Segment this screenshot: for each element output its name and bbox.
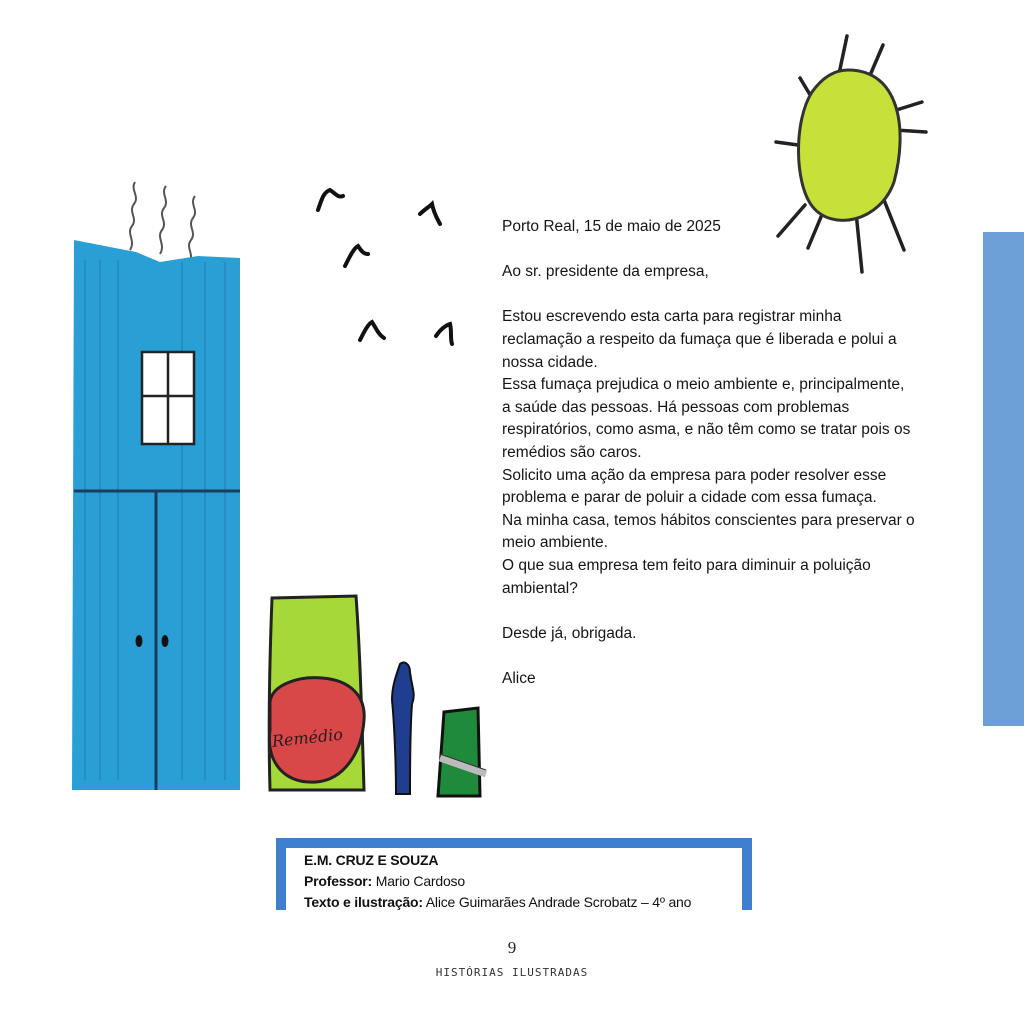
author-label: Texto e ilustração: xyxy=(304,894,423,910)
letter-line: problema e parar de poluir a cidade com essa fumaça. xyxy=(502,489,877,507)
letter-closing: Desde já, obrigada. xyxy=(502,624,637,642)
letter-line: nossa cidade. xyxy=(502,353,598,371)
letter-date: Porto Real, 15 de maio de 2025 xyxy=(502,218,721,235)
factory-building-drawing xyxy=(72,182,240,790)
page-number: 9 xyxy=(507,938,517,957)
author-name: Alice Guimarães Andrade Scrobatz – 4º ano xyxy=(425,894,692,910)
medicine-label-text: Remédio xyxy=(271,724,344,751)
letter-line: Essa fumaça prejudica o meio ambiente e, principalmente, xyxy=(502,376,905,394)
letter-body xyxy=(502,216,952,690)
letter-line: O que sua empresa tem feito para diminuir a poluição xyxy=(502,556,871,574)
letter-line: respiratórios, como asma, e não têm como se tratar pois os xyxy=(502,421,911,439)
letter-salutation: Ao sr. presidente da empresa, xyxy=(502,263,709,281)
letter-line: Estou escrevendo esta carta para registrar minha xyxy=(502,308,842,326)
letter-line: meio ambiente. xyxy=(502,534,608,552)
teacher-name: Mario Cardoso xyxy=(375,873,465,889)
letter-line: ambiental? xyxy=(502,579,578,597)
credits-box xyxy=(276,838,752,910)
teacher-label: Professor: xyxy=(304,873,373,889)
birds-drawing xyxy=(318,190,452,344)
letter-line: Na minha casa, temos hábitos conscientes para preservar o xyxy=(502,511,915,529)
green-box-drawing xyxy=(438,708,486,796)
medicine-bottle-drawing xyxy=(269,596,364,790)
teacher-line xyxy=(304,871,742,892)
letter-line: remédios são caros. xyxy=(502,443,642,461)
letter-line: reclamação a respeito da fumaça que é liberada e polui a xyxy=(502,330,897,348)
inhaler-drawing xyxy=(392,662,414,794)
letter-line: a saúde das pessoas. Há pessoas com problemas xyxy=(502,398,850,416)
letter-line: Solicito uma ação da empresa para poder resolver esse xyxy=(502,466,887,484)
letter-signature: Alice xyxy=(502,669,536,687)
author-line xyxy=(304,892,742,913)
footer-title: HISTÓRIAS ILUSTRADAS xyxy=(435,966,589,979)
school-name: E.M. CRUZ E SOUZA xyxy=(304,852,439,868)
